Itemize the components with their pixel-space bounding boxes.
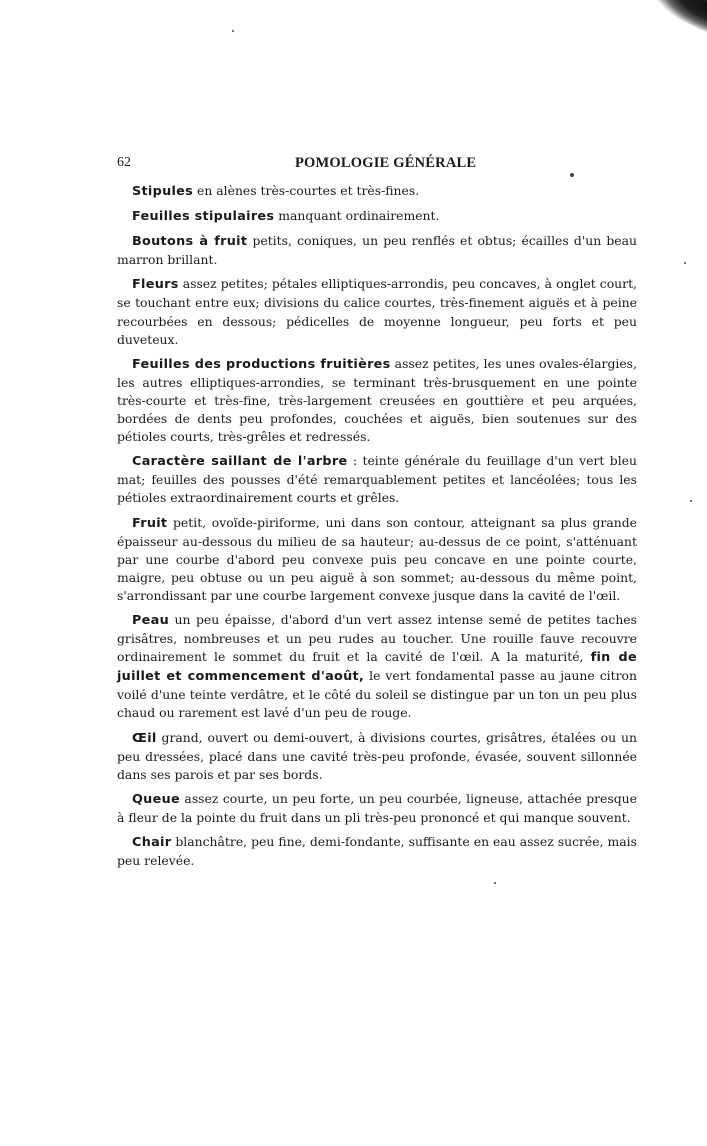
paragraph-fruit <box>117 514 637 605</box>
scan-speck <box>690 500 692 502</box>
paragraph-text: petits, coniques, un peu renflés et obtus; écailles d'un beau marron brillant. <box>117 233 637 268</box>
term-heading: Queue <box>132 791 180 807</box>
paragraph-feuilles-stipulaires <box>117 207 637 226</box>
scan-speck <box>684 262 686 264</box>
paragraph-boutons <box>117 232 637 269</box>
term-heading: Boutons à fruit <box>132 234 248 250</box>
paragraph-text: en alènes très-courtes et très-fines. <box>193 183 420 198</box>
term-heading: Fleurs <box>132 277 179 293</box>
paragraph-text: le vert fondamental passe au jaune citron voilé d'une teinte verdâtre, et le côté du soleil se distingue par un ton un peu plus chaud ou rarement est lavé d'un peu de rouge. <box>117 668 637 721</box>
term-heading: Caractère saillant de l'arbre <box>132 454 348 470</box>
paragraph-peau <box>117 611 637 723</box>
paragraph-text: grand, ouvert ou demi-ouvert, à divisions courtes, grisâtres, étalées ou un peu dressées, placé dans une cavité très-peu profonde, évasée, souvent sillonnée dans ses parois et par ses bords. <box>117 729 637 782</box>
scan-speck <box>494 882 496 884</box>
scan-artifact-smudge <box>644 0 707 37</box>
paragraph-text: un peu épaisse, d'abord d'un vert assez intense semé de petites taches grisâtres, nombreuses et un peu rudes au toucher. Une rouille fauve recouvre ordinairement le sommet du fruit et la cavité de l'œil. A la maturité, <box>117 611 637 665</box>
term-heading: Œil <box>132 730 157 746</box>
running-title: POMOLOGIE GÉNÉRALE <box>295 155 477 171</box>
term-heading: Feuilles des productions fruitières <box>132 356 391 372</box>
term-heading: Chair <box>132 835 172 850</box>
paragraph-text: manquant ordinairement. <box>274 208 440 224</box>
emphasis-date: fin de juillet et commencement d'août, <box>117 650 637 685</box>
paragraph-text: blanchâtre, peu fine, demi-fondante, suffisante en eau assez sucrée, mais peu relevée. <box>117 834 637 869</box>
page-number: 62 <box>117 155 131 170</box>
paragraph-text: : teinte générale du feuillage d'un vert bleu mat; feuilles des pousses d'été remarquablement petites et lancéolées; tous les pétioles extraordinairement courts et grêles. <box>117 453 637 506</box>
page-header <box>117 155 637 175</box>
scan-speck <box>232 30 234 32</box>
term-heading: Fruit <box>132 515 168 531</box>
term-heading: Peau <box>132 612 170 628</box>
paragraph-caractere <box>117 452 637 507</box>
paragraph-chair <box>117 833 637 870</box>
term-heading: Feuilles stipulaires <box>132 209 275 225</box>
paragraph-queue <box>117 790 637 827</box>
paragraph-stipules <box>117 182 637 201</box>
paragraph-text: petit, ovoïde-piriforme, uni dans son contour, atteignant sa plus grande épaisseur au-dessous du milieu de sa hauteur; au-dessus de ce point, s'atténuant par une courbe d'abord peu convexe puis peu concave en une pointe courte, maigre, peu obtuse ou un peu aiguë à son sommet; au-dessous du même point, s'arrondissant par une courbe largement convexe jusque dans la cavité de l'œil. <box>117 514 637 603</box>
paragraph-oeil <box>117 729 637 784</box>
paragraph-text: assez courte, un peu forte, un peu courbée, ligneuse, attachée presque à fleur de la pointe du fruit dans un pli très-peu prononcé et qui manque souvent. <box>117 790 637 825</box>
body-text <box>117 182 637 876</box>
paragraph-feuilles-productions <box>117 355 637 446</box>
term-heading: Stipules <box>132 184 194 199</box>
paragraph-text: assez petites; pétales elliptiques-arrondis, peu concaves, à onglet court, se touchant entre eux; divisions du calice courtes, très-finement aiguës et à peine recourbées en dessous; pédicelles de moyenne longueur, peu forts et peu duveteux. <box>117 276 637 347</box>
paragraph-fleurs <box>117 275 637 348</box>
paragraph-text: assez petites, les unes ovales-élargies, les autres elliptiques-arrondies, se terminant très-brusquement en une pointe très-courte et très-fine, très-largement creusées en gouttière et peu arquées, bordées de dents peu profondes, couchées et aiguës, bien soutenues sur des pétioles courts, très-grêles et redressés. <box>117 355 637 445</box>
